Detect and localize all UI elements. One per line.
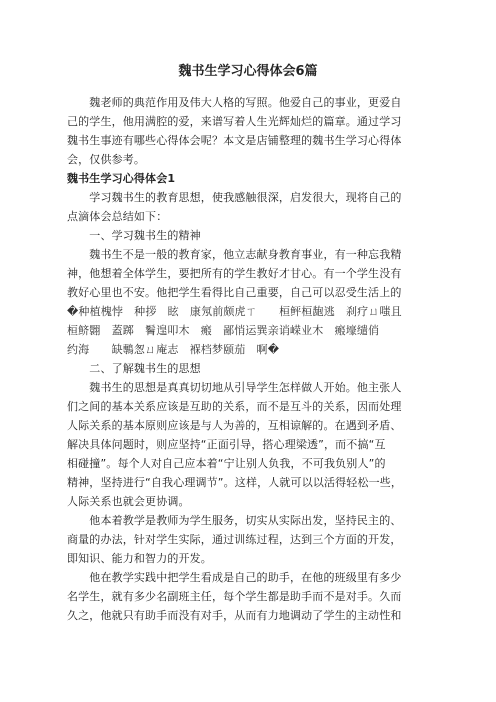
garbled-text-line: �种植槐悖 种拶 眩 康氖前颇虎ㄒ 桓鲆桓龅逃 刹疗ㄩ嗤且 bbox=[67, 305, 402, 318]
paragraph-line: 解决具体问题时，则应坚持“正面引导，搭心理梁透”，而不搞“互 bbox=[67, 438, 386, 451]
paragraph-line: 名学生，就有多少名副班主任，每个学生都是助手而不是对手。久而 bbox=[67, 590, 402, 603]
paragraph-line: 久之，他就只有助手而没有对手，从而有力地调动了学生的主动性和 bbox=[67, 609, 402, 622]
paragraph-line: 他本着教学是教师为学生服务，切实从实际出发，坚持民主的、 bbox=[67, 514, 402, 527]
paragraph-line: 点滴体会总结如下： bbox=[67, 210, 168, 223]
paragraph-line: 即知识、能力和智力的开发。 bbox=[67, 552, 212, 565]
paragraph-line: 们之间的基本关系应该是互助的关系，而不是互斗的关系，因而处理 bbox=[67, 400, 402, 413]
paragraph-line: 人际关系的基本原则应该是与人为善的，互相谅解的。在遇到矛盾、 bbox=[67, 419, 402, 432]
paragraph-line: 魏老师的典范作用及伟大人格的写照。他爱自己的事业，更爱自 bbox=[67, 96, 402, 109]
garbled-text-line: 约海 缺鷒怱ㄩ庵志 褓档梦颐茄 啊� bbox=[67, 343, 280, 356]
garbled-text-line: 桓鲚翾 蓋踯 鬌遑叩木 瘢 鄙悄运巽亲诮嵘业木 瘢壕缱俏 bbox=[67, 324, 380, 337]
document-title: 魏书生学习心得体会6篇 bbox=[178, 64, 318, 79]
paragraph-line: 会，仅供参考。 bbox=[67, 153, 146, 166]
paragraph-line: 教好心里也不安。他把学生看得比自己重要，自己可以忍受生活上的 bbox=[67, 286, 402, 299]
paragraph-line: 商量的办法，针对学生实际，通过训练过程，达到三个方面的开发， bbox=[67, 533, 402, 546]
paragraph-line: 精神，坚持进行“自我心理调节”。这样，人就可以以活得轻松一些， bbox=[67, 476, 403, 489]
paragraph-line: 他在教学实践中把学生看成是自己的助手，在他的班级里有多少 bbox=[67, 571, 402, 584]
paragraph-line: 人际关系也就会更协调。 bbox=[67, 495, 190, 508]
subheading-line: 一、学习魏书生的精神 bbox=[67, 229, 201, 242]
paragraph-line: 魏书生的思想是真真切切地从引导学生怎样做人开始。他主张人 bbox=[67, 381, 402, 394]
paragraph-line: 魏书生不是一般的教育家，他立志献身教育事业，有一种忘我精 bbox=[67, 248, 402, 261]
paragraph-line: 神，他想着全体学生，要把所有的学生教好才甘心。有一个学生没有 bbox=[67, 267, 402, 280]
subheading-line: 二、了解魏书生的思想 bbox=[67, 362, 201, 375]
paragraph-line: 魏书生事迹有哪些心得体会呢？本文是店铺整理的魏书生学习心得体 bbox=[67, 134, 402, 147]
section-heading: 魏书生学习心得体会1 bbox=[67, 172, 176, 185]
paragraph-line: 相碰撞”。每个人对自己应本着“宁让别人负我，不可我负别人”的 bbox=[67, 457, 386, 470]
paragraph-line: 己的学生，他用满腔的爱，来谱写着人生光辉灿烂的篇章。通过学习 bbox=[67, 115, 402, 128]
paragraph-line: 学习魏书生的教育思想，使我感触很深，启发很大，现将自己的 bbox=[67, 191, 402, 204]
